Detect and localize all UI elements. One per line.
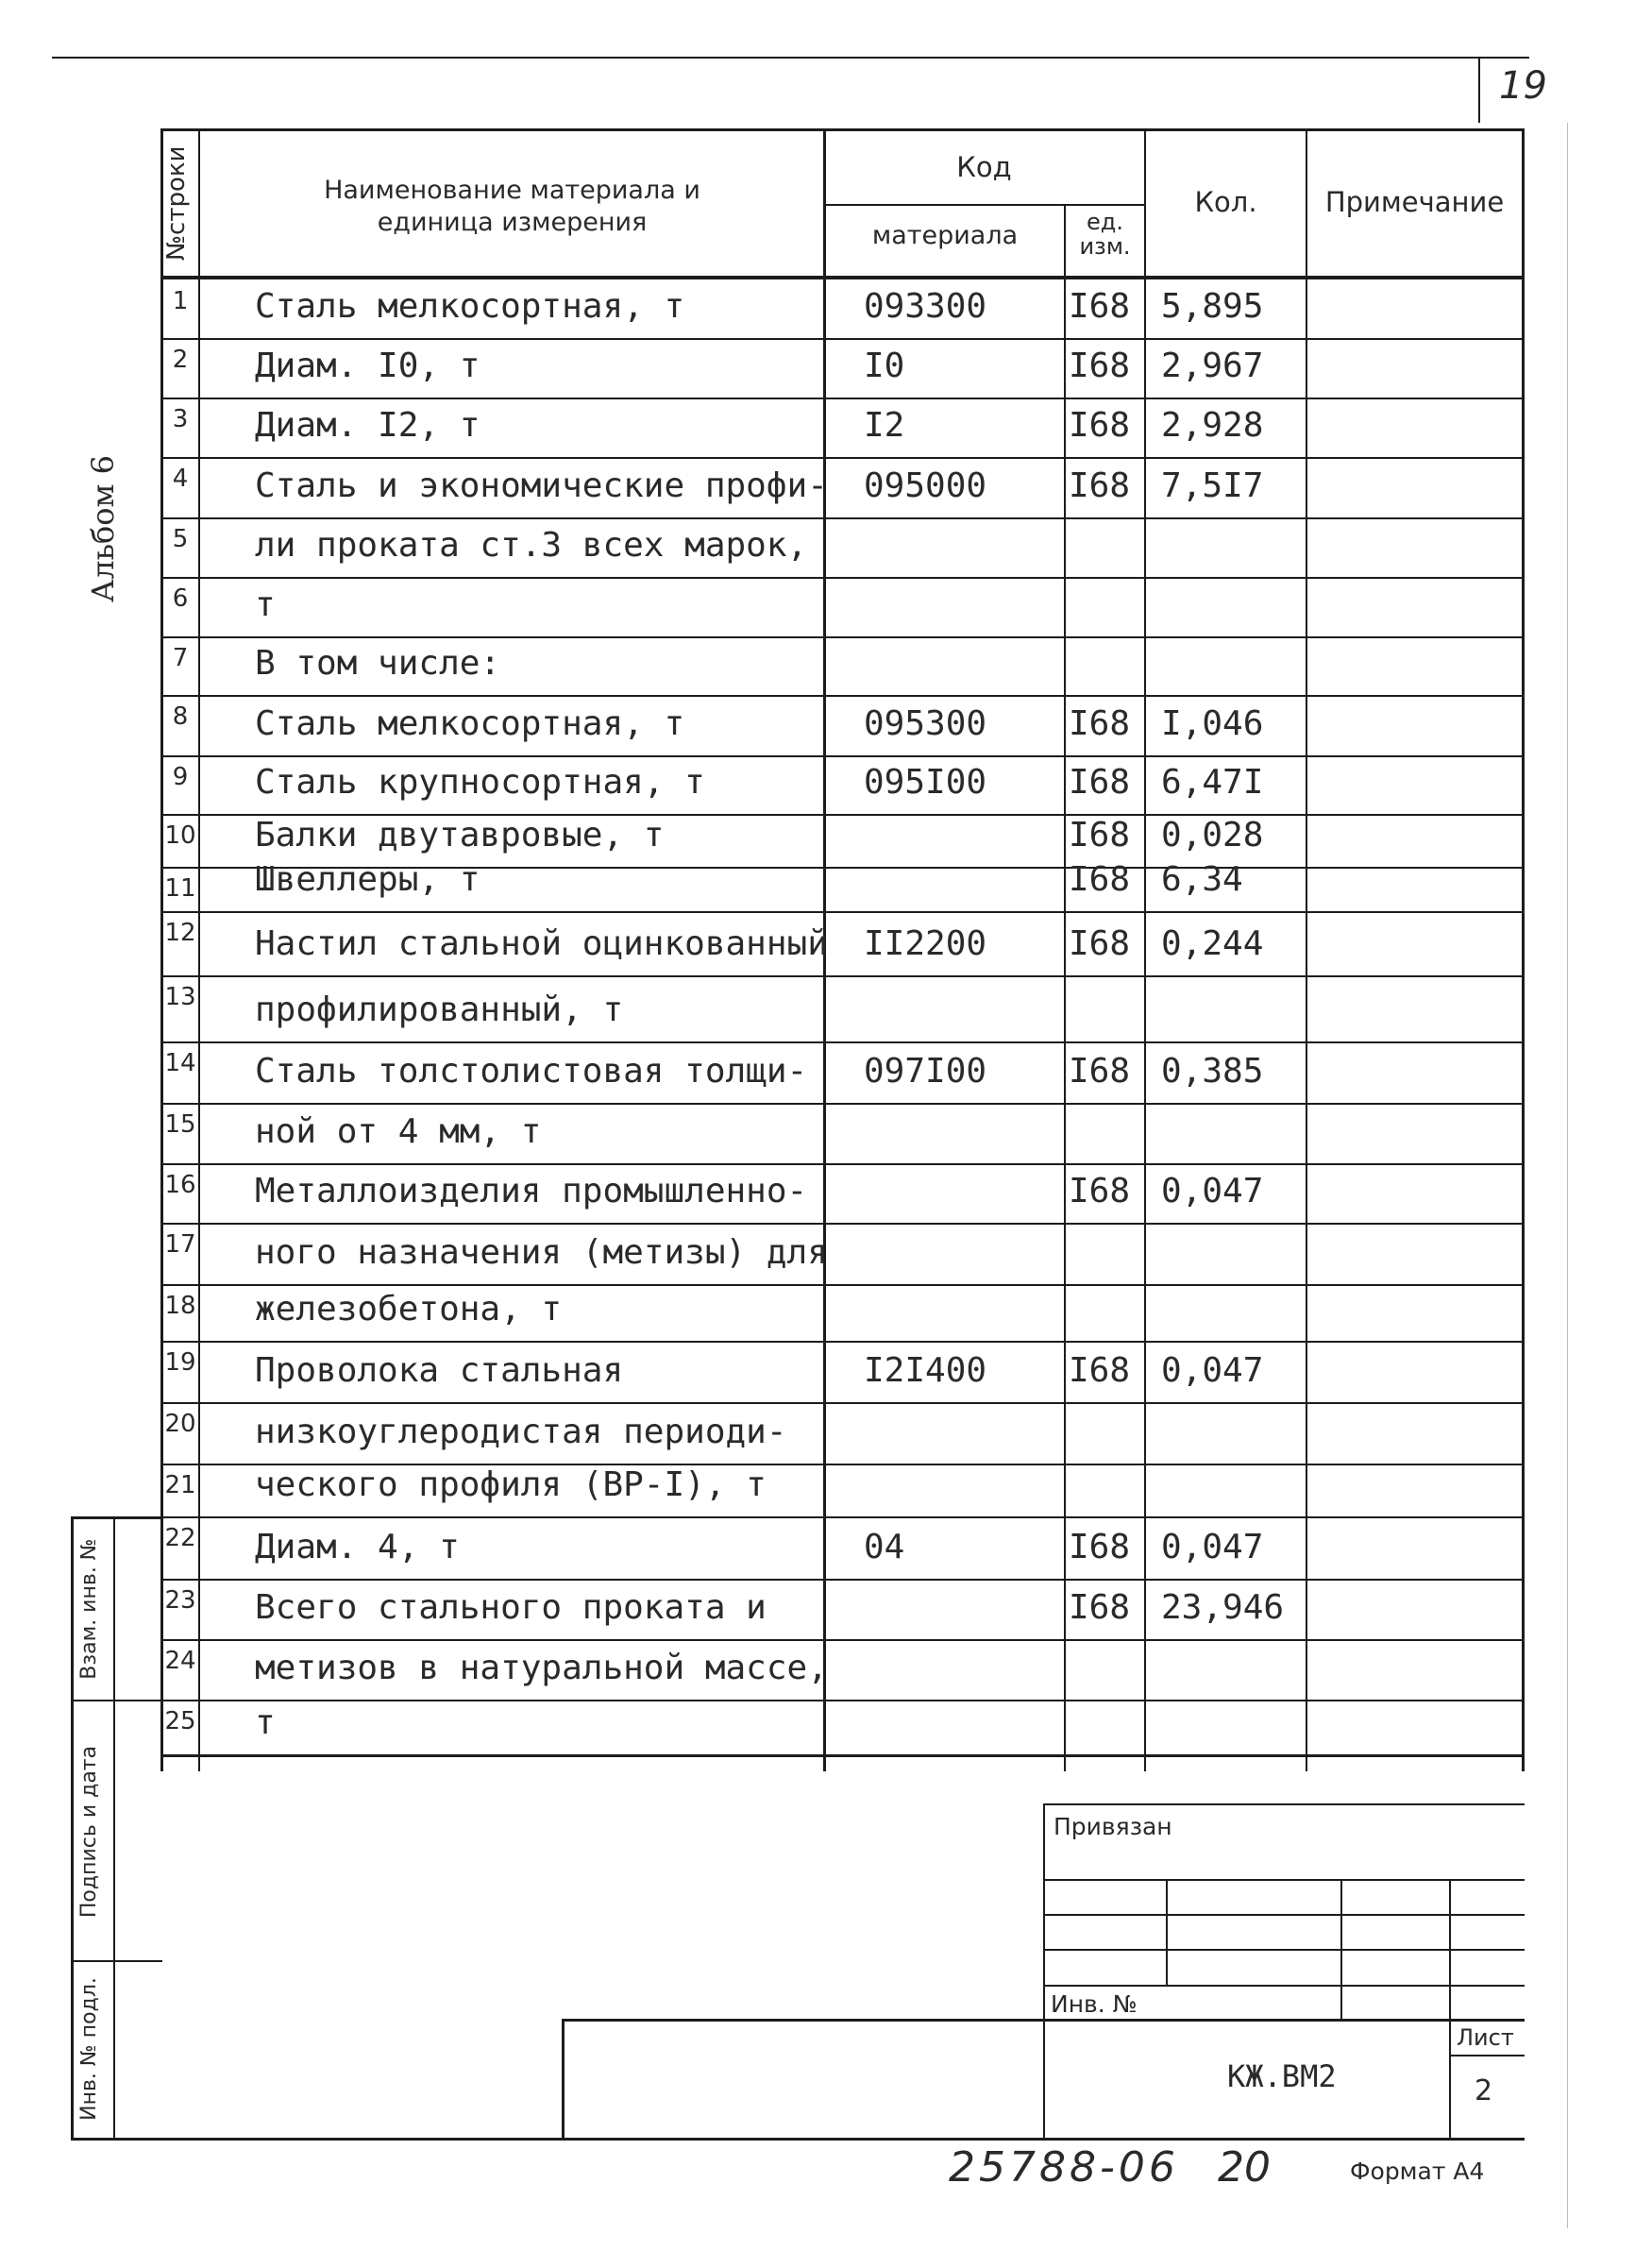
row-material-code: 095000	[864, 466, 987, 505]
row-number: 2	[172, 346, 189, 374]
row-name: ной от 4 мм, т	[255, 1112, 542, 1151]
row-name: Швеллеры, т	[255, 860, 480, 899]
inv-no-label: Инв. №	[1051, 1990, 1138, 2018]
row-qty: 0,047	[1161, 1528, 1264, 1566]
row-qty: I,046	[1161, 704, 1264, 743]
row-number: 16	[164, 1171, 196, 1199]
row-number: 18	[164, 1292, 196, 1320]
row-material-code: I0	[864, 347, 905, 385]
row-number: 12	[164, 919, 196, 947]
row-name: низкоуглеродистая периоди-	[255, 1413, 787, 1451]
header-row-no: №строки	[162, 145, 191, 261]
page-number: 19	[1499, 64, 1547, 108]
row-material-code: I2	[864, 406, 905, 445]
page-number-box-divider	[1478, 57, 1480, 123]
row-material-code: 095I00	[864, 763, 987, 802]
footer-page: 20	[1218, 2143, 1271, 2192]
row-name: Сталь мелкосортная, т	[255, 704, 685, 743]
row-name: Всего стального проката и	[255, 1588, 767, 1627]
row-number: 19	[164, 1348, 196, 1377]
row-unit: I68	[1069, 1588, 1131, 1627]
row-number: 11	[164, 874, 196, 903]
row-unit: I68	[1069, 1052, 1131, 1091]
row-name: т	[255, 1703, 276, 1742]
header-qty: Кол.	[1194, 186, 1257, 218]
row-number: 3	[172, 405, 189, 433]
row-unit: I68	[1069, 1172, 1131, 1210]
format-label: Формат А4	[1350, 2158, 1485, 2185]
row-number: 23	[164, 1586, 196, 1615]
right-edge-line	[1567, 123, 1568, 2228]
side-label-podpis: Подпись и дата	[77, 1745, 101, 1919]
row-number: 21	[164, 1471, 196, 1499]
row-number: 9	[172, 763, 189, 791]
row-name: Балки двутавровые, т	[255, 816, 665, 855]
row-number: 20	[164, 1410, 196, 1438]
row-qty: 23,946	[1161, 1588, 1285, 1627]
row-unit: I68	[1069, 466, 1131, 505]
row-qty: 6,47I	[1161, 763, 1264, 802]
row-unit: I68	[1069, 1528, 1131, 1566]
row-number: 1	[172, 287, 189, 315]
row-qty: 2,928	[1161, 406, 1264, 445]
row-unit: I68	[1069, 1351, 1131, 1390]
row-name: ного назначения (метизы) для	[255, 1233, 828, 1272]
row-number: 25	[164, 1707, 196, 1735]
row-material-code: 04	[864, 1528, 905, 1566]
row-qty: 5,895	[1161, 287, 1264, 326]
row-name: Диам. I2, т	[255, 406, 480, 445]
row-name: Металлоизделия промышленно-	[255, 1172, 808, 1210]
side-label-vzam: Взам. инв. №	[77, 1538, 101, 1680]
row-number: 14	[164, 1049, 196, 1077]
row-name: т	[255, 585, 276, 624]
row-material-code: 093300	[864, 287, 987, 326]
row-qty: 0,028	[1161, 816, 1264, 855]
row-name: Сталь и экономические профи-	[255, 466, 828, 505]
row-number: 10	[164, 821, 196, 850]
row-name: Диам. I0, т	[255, 347, 480, 385]
row-name: Сталь мелкосортная, т	[255, 287, 685, 326]
side-label-inv-podl: Инв. № подл.	[77, 1977, 101, 2121]
row-number: 5	[172, 525, 189, 553]
row-unit: I68	[1069, 704, 1131, 743]
row-qty: 0,047	[1161, 1172, 1264, 1210]
row-name: Настил стальной оцинкованный	[255, 924, 828, 963]
row-qty: 0,385	[1161, 1052, 1264, 1091]
row-unit: I68	[1069, 347, 1131, 385]
row-material-code: 097I00	[864, 1052, 987, 1091]
row-unit: I68	[1069, 406, 1131, 445]
sheet-number: 2	[1475, 2074, 1493, 2107]
row-number: 24	[164, 1647, 196, 1675]
row-number: 6	[172, 584, 189, 613]
row-number: 4	[172, 465, 189, 493]
row-qty: 2,967	[1161, 347, 1264, 385]
row-number: 22	[164, 1524, 196, 1552]
row-qty: 0,244	[1161, 924, 1264, 963]
top-rule	[52, 57, 1529, 59]
header-code: Код	[956, 151, 1012, 183]
row-unit: I68	[1069, 924, 1131, 963]
row-unit: I68	[1069, 860, 1131, 899]
album-label: Альбом 6	[85, 455, 121, 602]
row-name: ческого профиля (ВР-I), т	[255, 1465, 767, 1504]
row-unit: I68	[1069, 287, 1131, 326]
sheet-label: Лист	[1457, 2024, 1514, 2051]
header-note: Примечание	[1324, 186, 1505, 218]
doc-number: 25788-06	[949, 2143, 1179, 2192]
row-number: 7	[172, 644, 189, 672]
privyazan-label: Привязан	[1053, 1813, 1172, 1840]
row-qty: 7,5I7	[1161, 466, 1264, 505]
drawing-code: КЖ.ВМ2	[1227, 2058, 1337, 2094]
header-material: материала	[871, 221, 1019, 250]
row-number: 8	[172, 702, 189, 731]
row-name: профилированный, т	[255, 990, 624, 1029]
row-material-code: II2200	[864, 924, 987, 963]
row-unit: I68	[1069, 763, 1131, 802]
row-name: Сталь толстолистовая толщи-	[255, 1052, 808, 1091]
row-name: железобетона, т	[255, 1290, 563, 1329]
header-name: Наименование материала и единица измерения	[324, 176, 700, 237]
row-number: 13	[164, 983, 196, 1011]
row-qty: 6,34	[1161, 860, 1243, 899]
row-name: ли проката ст.3 всех марок,	[255, 526, 808, 565]
header-unit: ед. изм.	[1079, 209, 1131, 260]
row-material-code: 095300	[864, 704, 987, 743]
row-name: В том числе:	[255, 644, 501, 683]
row-number: 17	[164, 1230, 196, 1259]
row-number: 15	[164, 1110, 196, 1139]
row-qty: 0,047	[1161, 1351, 1264, 1390]
row-name: Сталь крупносортная, т	[255, 763, 705, 802]
row-unit: I68	[1069, 816, 1131, 855]
row-material-code: I2I400	[864, 1351, 987, 1390]
row-name: метизов в натуральной массе,	[255, 1649, 828, 1687]
row-name: Проволока стальная	[255, 1351, 624, 1390]
row-name: Диам. 4, т	[255, 1528, 460, 1566]
